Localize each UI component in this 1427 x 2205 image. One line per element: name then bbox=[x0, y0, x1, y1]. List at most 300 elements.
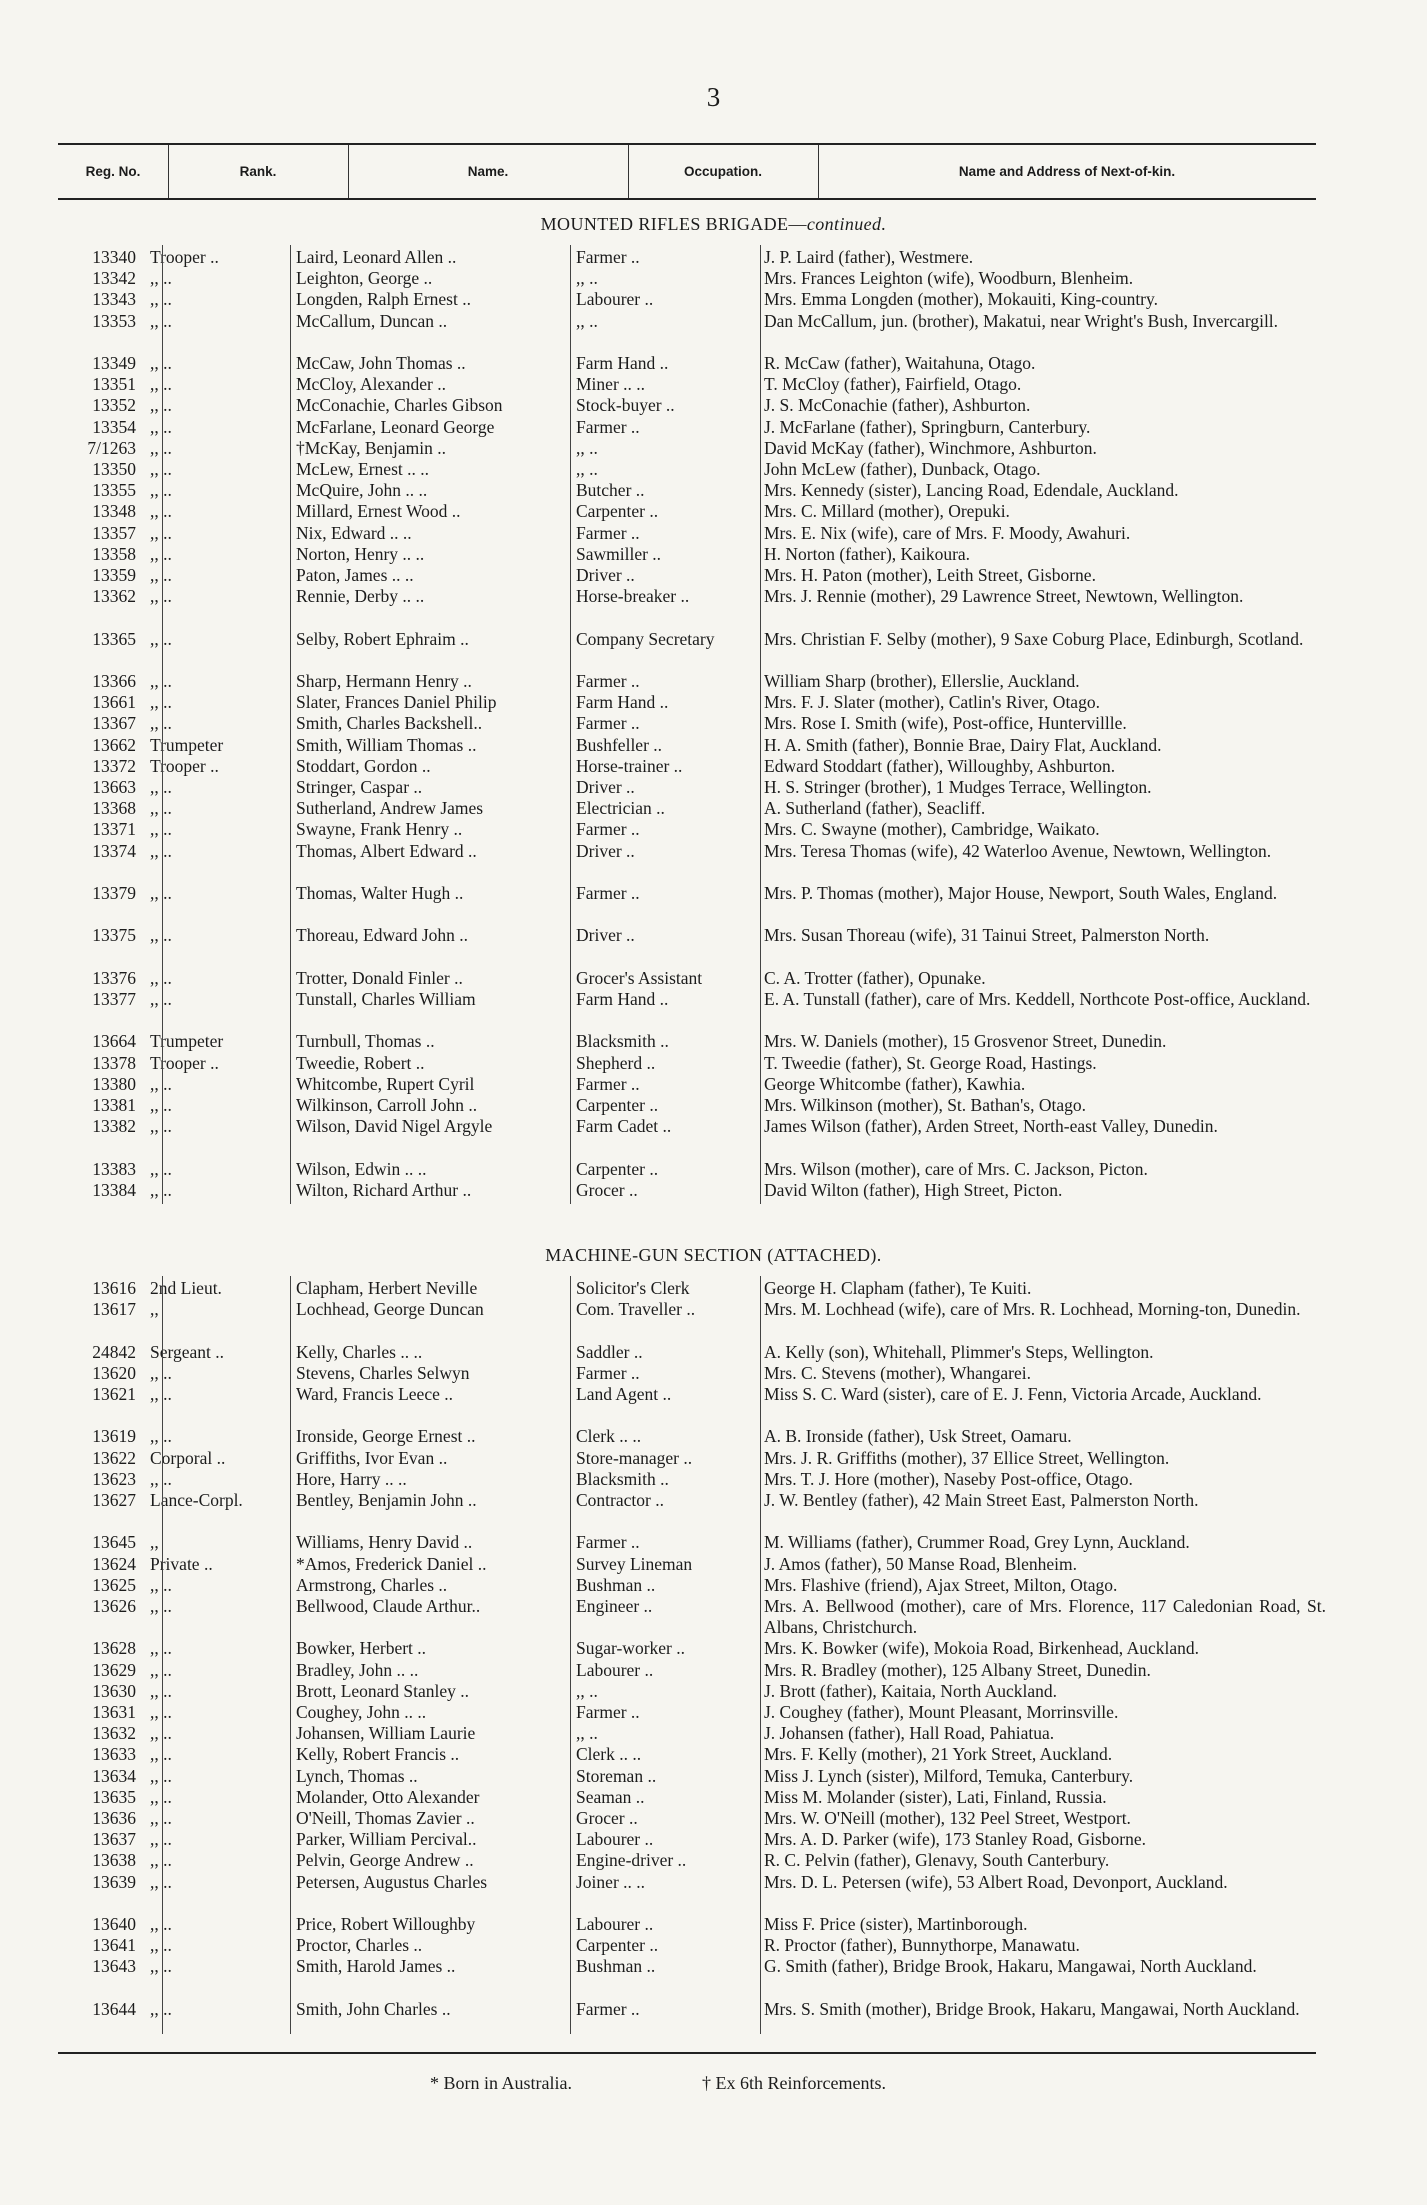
reg-no-cell: 13350 bbox=[92, 459, 136, 479]
name-cell: Sutherland, Andrew James bbox=[296, 798, 484, 819]
next-of-kin-cell: A. B. Ironside (father), Usk Street, Oamaru. bbox=[764, 1426, 1072, 1447]
occupation-cell: Farm Hand .. bbox=[576, 692, 669, 713]
reg-no-cell: 13641 bbox=[92, 1935, 136, 1956]
reg-no-cell: 13662 bbox=[92, 734, 136, 755]
name-cell: Thomas, Walter Hugh .. bbox=[296, 883, 464, 903]
reg-no-cell: 13630 bbox=[92, 1680, 136, 1701]
rank-cell: ,, .. bbox=[150, 1765, 172, 1786]
name-cell: Smith, Charles Backshell.. bbox=[296, 713, 483, 734]
next-of-kin-cell: C. A. Trotter (father), Opunake. bbox=[764, 967, 986, 988]
next-of-kin-cell: Mrs. Flashive (friend), Ajax Street, Milton, Otago. bbox=[764, 1574, 1118, 1595]
next-of-kin-cell: Mrs. D. L. Petersen (wife), 53 Albert Road, Devonport, Auckland. bbox=[764, 1871, 1228, 1892]
reg-no-cell: 13367 bbox=[92, 713, 136, 734]
reg-no-cell: 13372 bbox=[92, 755, 136, 776]
section-title-suffix: continued. bbox=[806, 214, 887, 234]
reg-no-cell: 13627 bbox=[92, 1490, 136, 1510]
name-cell: Williams, Henry David .. bbox=[296, 1532, 473, 1553]
occupation-cell: Sugar-worker .. bbox=[576, 1638, 685, 1659]
next-of-kin-cell: Mrs. R. Bradley (mother), 125 Albany Street, Dunedin. bbox=[764, 1659, 1151, 1680]
occupation-cell: Grocer's Assistant bbox=[576, 967, 703, 988]
occupation-cell: Farmer .. bbox=[576, 416, 640, 437]
name-cell: Millard, Ernest Wood .. bbox=[296, 501, 461, 522]
next-of-kin-cell: Mrs. Susan Thoreau (wife), 31 Tainui Street, Palmerston North. bbox=[764, 925, 1210, 946]
next-of-kin-cell: H. S. Stringer (brother), 1 Mudges Terrace, Wellington. bbox=[764, 777, 1152, 797]
reg-no-cell: 13365 bbox=[92, 628, 136, 649]
occupation-cell: Com. Traveller .. bbox=[576, 1299, 696, 1320]
next-of-kin-cell: David Wilton (father), High Street, Picton. bbox=[764, 1179, 1063, 1200]
reg-no-cell: 13624 bbox=[92, 1553, 136, 1574]
name-cell: Parker, William Percival.. bbox=[296, 1829, 477, 1850]
occupation-cell: Carpenter .. bbox=[576, 1095, 659, 1115]
next-of-kin-cell: James Wilson (father), Arden Street, North-east Valley, Dunedin. bbox=[764, 1116, 1218, 1137]
name-cell: Nix, Edward .. .. bbox=[296, 522, 412, 543]
name-cell: Leighton, George .. bbox=[296, 268, 433, 289]
next-of-kin-cell: T. McCloy (father), Fairfield, Otago. bbox=[764, 374, 1022, 395]
occupation-cell: Stock-buyer .. bbox=[576, 395, 675, 416]
occupation-cell: Joiner .. .. bbox=[576, 1871, 646, 1892]
name-cell: Wilton, Richard Arthur .. bbox=[296, 1179, 472, 1200]
reg-no-cell: 13376 bbox=[92, 967, 136, 988]
name-cell: Ward, Francis Leece .. bbox=[296, 1384, 453, 1404]
next-of-kin-cell: H. Norton (father), Kaikoura. bbox=[764, 543, 971, 564]
next-of-kin-cell: Mrs. H. Paton (mother), Leith Street, Gisborne. bbox=[764, 565, 1096, 585]
name-cell: Thoreau, Edward John .. bbox=[296, 925, 469, 946]
next-of-kin-cell: Mrs. Wilson (mother), care of Mrs. C. Jackson, Picton. bbox=[764, 1158, 1148, 1179]
rank-cell: ,, .. bbox=[150, 967, 172, 988]
name-cell: Rennie, Derby .. .. bbox=[296, 586, 425, 607]
name-cell: Wilson, David Nigel Argyle bbox=[296, 1116, 493, 1137]
next-of-kin-cell: Mrs. F. J. Slater (mother), Catlin's River, Otago. bbox=[764, 692, 1100, 713]
next-of-kin-cell: J. S. McConachie (father), Ashburton. bbox=[764, 395, 1031, 416]
occupation-cell: Horse-breaker .. bbox=[576, 586, 690, 607]
reg-no-cell: 13343 bbox=[92, 289, 136, 310]
next-of-kin-cell: Mrs. W. O'Neill (mother), 132 Peel Street, Westport. bbox=[764, 1808, 1131, 1828]
name-cell: Wilkinson, Carroll John .. bbox=[296, 1095, 478, 1115]
occupation-cell: Carpenter .. bbox=[576, 1158, 659, 1179]
rank-cell: ,, .. bbox=[150, 1998, 172, 2019]
name-cell: Longden, Ralph Ernest .. bbox=[296, 289, 471, 310]
bottom-rule bbox=[58, 2052, 1316, 2054]
name-cell: Kelly, Robert Francis .. bbox=[296, 1744, 460, 1765]
column-divider bbox=[162, 245, 163, 1204]
name-cell: Proctor, Charles .. bbox=[296, 1935, 423, 1956]
rank-cell: ,, .. bbox=[150, 1659, 172, 1680]
rank-cell: ,, .. bbox=[150, 1179, 172, 1200]
name-cell: Hore, Harry .. .. bbox=[296, 1468, 407, 1489]
rank-cell: ,, .. bbox=[150, 374, 172, 395]
next-of-kin-cell: George Whitcombe (father), Kawhia. bbox=[764, 1073, 1026, 1094]
reg-no-cell: 13637 bbox=[92, 1829, 136, 1850]
reg-no-cell: 13626 bbox=[92, 1596, 136, 1616]
next-of-kin-cell: Mrs. J. R. Griffiths (mother), 37 Ellice Street, Wellington. bbox=[764, 1447, 1170, 1468]
reg-no-cell: 13368 bbox=[92, 798, 136, 819]
occupation-cell: Seaman .. bbox=[576, 1786, 645, 1807]
reg-no-cell: 13384 bbox=[92, 1179, 136, 1200]
name-cell: Clapham, Herbert Neville bbox=[296, 1278, 478, 1298]
reg-no-cell: 13355 bbox=[92, 480, 136, 501]
name-cell: Bradley, John .. .. bbox=[296, 1659, 419, 1680]
rank-cell: ,, .. bbox=[150, 713, 172, 734]
occupation-cell: Farmer .. bbox=[576, 883, 640, 903]
name-cell: Selby, Robert Ephraim .. bbox=[296, 628, 469, 649]
table-header bbox=[58, 143, 1316, 200]
occupation-cell: ,, .. bbox=[576, 459, 598, 479]
column-divider bbox=[570, 1276, 571, 2034]
occupation-cell: ,, .. bbox=[576, 268, 598, 289]
name-cell: †McKay, Benjamin .. bbox=[296, 437, 447, 458]
header-rank: Rank. bbox=[168, 145, 349, 198]
rank-cell: ,, .. bbox=[150, 501, 172, 522]
occupation-cell: Grocer .. bbox=[576, 1808, 638, 1828]
occupation-cell: Farmer .. bbox=[576, 1998, 640, 2019]
next-of-kin-cell: J. Johansen (father), Hall Road, Pahiatua. bbox=[764, 1723, 1055, 1744]
next-of-kin-cell: J. Brott (father), Kaitaia, North Auckland. bbox=[764, 1680, 1058, 1701]
next-of-kin-cell: Mrs. Christian F. Selby (mother), 9 Saxe Coburg Place, Edinburgh, Scotland. bbox=[764, 628, 1304, 649]
next-of-kin-cell: Mrs. Emma Longden (mother), Mokauiti, King-country. bbox=[764, 289, 1158, 310]
name-cell: *Amos, Frederick Daniel .. bbox=[296, 1553, 487, 1574]
reg-no-cell: 13639 bbox=[92, 1871, 136, 1892]
next-of-kin-cell: E. A. Tunstall (father), care of Mrs. Keddell, Northcote Post-office, Auckland. bbox=[764, 989, 1311, 1009]
reg-no-cell: 13625 bbox=[92, 1574, 136, 1595]
rank-cell: Private .. bbox=[150, 1553, 213, 1574]
reg-no-cell: 13620 bbox=[92, 1362, 136, 1383]
next-of-kin-cell: Miss M. Molander (sister), Lati, Finland, Russia. bbox=[764, 1786, 1107, 1807]
reg-no-cell: 13645 bbox=[92, 1532, 136, 1553]
rank-cell: ,, .. bbox=[150, 925, 172, 946]
rank-cell: ,, .. bbox=[150, 1095, 172, 1115]
name-cell: Wilson, Edwin .. .. bbox=[296, 1158, 427, 1179]
next-of-kin-cell: J. W. Bentley (father), 42 Main Street East, Palmerston North. bbox=[764, 1490, 1199, 1510]
next-of-kin-cell: M. Williams (father), Crummer Road, Grey Lynn, Auckland. bbox=[764, 1532, 1190, 1553]
next-of-kin-cell: Mrs. P. Thomas (mother), Major House, Newport, South Wales, England. bbox=[764, 883, 1278, 903]
reg-no-cell: 13643 bbox=[92, 1956, 136, 1977]
rank-cell: ,, .. bbox=[150, 416, 172, 437]
reg-no-cell: 13644 bbox=[92, 1998, 136, 2019]
rank-cell: Corporal .. bbox=[150, 1447, 226, 1468]
occupation-cell: ,, .. bbox=[576, 1723, 598, 1744]
reg-no-cell: 13348 bbox=[92, 501, 136, 522]
column-divider bbox=[760, 245, 761, 1204]
rank-cell: ,, .. bbox=[150, 1073, 172, 1094]
occupation-cell: Farmer .. bbox=[576, 671, 640, 691]
name-cell: McLew, Ernest .. .. bbox=[296, 459, 429, 479]
occupation-cell: Clerk .. .. bbox=[576, 1744, 642, 1765]
rank-cell: ,, .. bbox=[150, 1384, 172, 1404]
reg-no-cell: 13632 bbox=[92, 1723, 136, 1744]
rank-cell: ,, .. bbox=[150, 1871, 172, 1892]
rank-cell: ,, .. bbox=[150, 819, 172, 840]
occupation-cell: Bushman .. bbox=[576, 1574, 656, 1595]
name-cell: Armstrong, Charles .. bbox=[296, 1574, 448, 1595]
occupation-cell: Farmer .. bbox=[576, 713, 640, 734]
reg-no-cell: 13622 bbox=[92, 1447, 136, 1468]
next-of-kin-cell: Mrs. C. Swayne (mother), Cambridge, Waikato. bbox=[764, 819, 1100, 840]
occupation-cell: Sawmiller .. bbox=[576, 543, 662, 564]
occupation-cell: Engine-driver .. bbox=[576, 1850, 687, 1871]
next-of-kin-cell: Mrs. W. Daniels (mother), 15 Grosvenor Street, Dunedin. bbox=[764, 1031, 1167, 1052]
name-cell: Kelly, Charles .. .. bbox=[296, 1341, 423, 1362]
next-of-kin-cell: Miss F. Price (sister), Martinborough. bbox=[764, 1914, 1028, 1934]
next-of-kin-cell: Mrs. Wilkinson (mother), St. Bathan's, Otago. bbox=[764, 1095, 1086, 1115]
reg-no-cell: 13340 bbox=[92, 247, 136, 267]
reg-no-cell: 13381 bbox=[92, 1095, 136, 1115]
occupation-cell: Farmer .. bbox=[576, 819, 640, 840]
rank-cell: ,, .. bbox=[150, 289, 172, 310]
name-cell: Stoddart, Gordon .. bbox=[296, 755, 431, 776]
next-of-kin-cell: Mrs. C. Stevens (mother), Whangarei. bbox=[764, 1362, 1031, 1383]
reg-no-cell: 13661 bbox=[92, 692, 136, 713]
reg-no-cell: 13374 bbox=[92, 840, 136, 861]
occupation-cell: Farmer .. bbox=[576, 522, 640, 543]
name-cell: Smith, Harold James .. bbox=[296, 1956, 456, 1977]
reg-no-cell: 13638 bbox=[92, 1850, 136, 1871]
column-divider bbox=[290, 245, 291, 1204]
reg-no-cell: 13371 bbox=[92, 819, 136, 840]
occupation-cell: Horse-trainer .. bbox=[576, 755, 683, 776]
next-of-kin-cell: J. McFarlane (father), Springburn, Canterbury. bbox=[764, 416, 1091, 437]
rank-cell: ,, .. bbox=[150, 840, 172, 861]
rank-cell: ,, .. bbox=[150, 1158, 172, 1179]
reg-no-cell: 13380 bbox=[92, 1073, 136, 1094]
next-of-kin-cell: Miss J. Lynch (sister), Milford, Temuka, Canterbury. bbox=[764, 1765, 1134, 1786]
rank-cell: ,, .. bbox=[150, 522, 172, 543]
next-of-kin-cell: J. P. Laird (father), Westmere. bbox=[764, 247, 974, 267]
occupation-cell: Store-manager .. bbox=[576, 1447, 693, 1468]
occupation-cell: Shepherd .. bbox=[576, 1052, 656, 1073]
name-cell: Lochhead, George Duncan bbox=[296, 1299, 484, 1320]
rank-cell: ,, .. bbox=[150, 310, 172, 331]
occupation-cell: Driver .. bbox=[576, 777, 635, 797]
occupation-cell: Labourer .. bbox=[576, 1914, 654, 1934]
next-of-kin-cell: Mrs. K. Bowker (wife), Mokoia Road, Birkenhead, Auckland. bbox=[764, 1638, 1199, 1659]
occupation-cell: ,, .. bbox=[576, 310, 598, 331]
name-cell: Stevens, Charles Selwyn bbox=[296, 1362, 470, 1383]
name-cell: McCallum, Duncan .. bbox=[296, 310, 448, 331]
occupation-cell: Grocer .. bbox=[576, 1179, 638, 1200]
occupation-cell: Survey Lineman bbox=[576, 1553, 693, 1574]
next-of-kin-cell: H. A. Smith (father), Bonnie Brae, Dairy Flat, Auckland. bbox=[764, 734, 1162, 755]
name-cell: Trotter, Donald Finler .. bbox=[296, 967, 463, 988]
next-of-kin-cell: J. Coughey (father), Mount Pleasant, Morrinsville. bbox=[764, 1702, 1119, 1722]
reg-no-cell: 13623 bbox=[92, 1468, 136, 1489]
rank-cell: ,, .. bbox=[150, 883, 172, 903]
name-cell: Tweedie, Robert .. bbox=[296, 1052, 425, 1073]
rank-cell: ,, .. bbox=[150, 459, 172, 479]
next-of-kin-cell: Mrs. Frances Leighton (wife), Woodburn, Blenheim. bbox=[764, 268, 1134, 289]
next-of-kin-cell: T. Tweedie (father), St. George Road, Hastings. bbox=[764, 1052, 1097, 1073]
rank-cell: ,, .. bbox=[150, 628, 172, 649]
column-divider bbox=[290, 1276, 291, 2034]
name-cell: Paton, James .. .. bbox=[296, 565, 414, 585]
rank-cell: ,, .. bbox=[150, 1426, 172, 1447]
reg-no-cell: 13629 bbox=[92, 1659, 136, 1680]
occupation-cell: Contractor .. bbox=[576, 1490, 664, 1510]
rank-cell: ,, .. bbox=[150, 268, 172, 289]
rank-cell: ,, .. bbox=[150, 1786, 172, 1807]
rank-cell: Trumpeter bbox=[150, 1031, 224, 1052]
occupation-cell: ,, .. bbox=[576, 1680, 598, 1701]
rank-cell: ,, .. bbox=[150, 1850, 172, 1871]
next-of-kin-cell: Mrs. J. Rennie (mother), 29 Lawrence Street, Newtown, Wellington. bbox=[764, 586, 1244, 607]
rank-cell: ,, .. bbox=[150, 565, 172, 585]
reg-no-cell: 13628 bbox=[92, 1638, 136, 1659]
rank-cell: ,, .. bbox=[150, 1914, 172, 1934]
rank-cell: ,, .. bbox=[150, 1829, 172, 1850]
name-cell: Lynch, Thomas .. bbox=[296, 1765, 418, 1786]
occupation-cell: Land Agent .. bbox=[576, 1384, 672, 1404]
occupation-cell: Blacksmith .. bbox=[576, 1468, 669, 1489]
name-cell: Johansen, William Laurie bbox=[296, 1723, 476, 1744]
rank-cell: 2nd Lieut. bbox=[150, 1278, 222, 1298]
reg-no-cell: 13352 bbox=[92, 395, 136, 416]
rank-cell: ,, .. bbox=[150, 798, 172, 819]
reg-no-cell: 13349 bbox=[92, 353, 136, 373]
occupation-cell: Solicitor's Clerk bbox=[576, 1278, 690, 1298]
occupation-cell: Farmer .. bbox=[576, 1073, 640, 1094]
rank-cell: ,, .. bbox=[150, 777, 172, 797]
next-of-kin-cell: R. Proctor (father), Bunnythorpe, Manawatu. bbox=[764, 1935, 1080, 1956]
rank-cell: ,, .. bbox=[150, 1723, 172, 1744]
rank-cell: ,, .. bbox=[150, 692, 172, 713]
next-of-kin-cell: Miss S. C. Ward (sister), care of E. J. Fenn, Victoria Arcade, Auckland. bbox=[764, 1384, 1262, 1404]
page-number: 3 bbox=[706, 82, 721, 112]
next-of-kin-cell: Mrs. A. D. Parker (wife), 173 Stanley Road, Gisborne. bbox=[764, 1829, 1147, 1850]
occupation-cell: Farm Hand .. bbox=[576, 353, 669, 373]
reg-no-cell: 13631 bbox=[92, 1702, 136, 1722]
rank-cell: ,, .. bbox=[150, 353, 172, 373]
name-cell: O'Neill, Thomas Zavier .. bbox=[296, 1808, 475, 1828]
occupation-cell: Farm Hand .. bbox=[576, 989, 669, 1009]
name-cell: Coughey, John .. .. bbox=[296, 1702, 427, 1722]
name-cell: Ironside, George Ernest .. bbox=[296, 1426, 476, 1447]
next-of-kin-cell: A. Kelly (son), Whitehall, Plimmer's Steps, Wellington. bbox=[764, 1341, 1154, 1362]
rank-cell: ,, .. bbox=[150, 1956, 172, 1977]
occupation-cell: Labourer .. bbox=[576, 1659, 654, 1680]
reg-no-cell: 13366 bbox=[92, 671, 136, 691]
occupation-cell: Driver .. bbox=[576, 565, 635, 585]
name-cell: Stringer, Caspar .. bbox=[296, 777, 423, 797]
reg-no-cell: 13633 bbox=[92, 1744, 136, 1765]
occupation-cell: Carpenter .. bbox=[576, 501, 659, 522]
reg-no-cell: 13664 bbox=[92, 1031, 136, 1052]
occupation-cell: Bushfeller .. bbox=[576, 734, 663, 755]
rank-cell: ,, .. bbox=[150, 395, 172, 416]
section-title-text: MOUNTED RIFLES BRIGADE— bbox=[540, 214, 807, 234]
reg-no-cell: 13636 bbox=[92, 1808, 136, 1828]
name-cell: Sharp, Hermann Henry .. bbox=[296, 671, 472, 691]
rank-cell: ,, bbox=[150, 1532, 159, 1553]
reg-no-cell: 13640 bbox=[92, 1914, 136, 1934]
next-of-kin-cell: Mrs. A. Bellwood (mother), care of Mrs. Florence, 117 Caledonian Road, St. Albans, Christchurch. bbox=[764, 1596, 1326, 1637]
rank-cell: ,, .. bbox=[150, 1680, 172, 1701]
rank-cell: Trooper .. bbox=[150, 755, 219, 776]
header-occupation: Occupation. bbox=[628, 145, 819, 198]
occupation-cell: Engineer .. bbox=[576, 1596, 653, 1616]
rank-cell: ,, .. bbox=[150, 1116, 172, 1137]
next-of-kin-cell: Mrs. F. Kelly (mother), 21 York Street, Auckland. bbox=[764, 1744, 1113, 1765]
next-of-kin-cell: George H. Clapham (father), Te Kuiti. bbox=[764, 1278, 1032, 1298]
name-cell: Petersen, Augustus Charles bbox=[296, 1871, 488, 1892]
name-cell: Turnbull, Thomas .. bbox=[296, 1031, 435, 1052]
header-next-of-kin: Name and Address of Next-of-kin. bbox=[958, 164, 1176, 179]
reg-no-cell: 13342 bbox=[92, 268, 136, 289]
next-of-kin-cell: R. McCaw (father), Waitahuna, Otago. bbox=[764, 353, 1036, 373]
rank-cell: ,, .. bbox=[150, 1574, 172, 1595]
reg-no-cell: 13635 bbox=[92, 1786, 136, 1807]
reg-no-cell: 13379 bbox=[92, 883, 136, 903]
reg-no-cell: 13375 bbox=[92, 925, 136, 946]
next-of-kin-cell: David McKay (father), Winchmore, Ashburton. bbox=[764, 437, 1097, 458]
rank-cell: ,, .. bbox=[150, 1935, 172, 1956]
column-divider bbox=[570, 245, 571, 1204]
name-cell: Swayne, Frank Henry .. bbox=[296, 819, 463, 840]
next-of-kin-cell: Mrs. S. Smith (mother), Bridge Brook, Hakaru, Mangawai, North Auckland. bbox=[764, 1998, 1300, 2019]
reg-no-cell: 13378 bbox=[92, 1052, 136, 1073]
reg-no-cell: 7/1263 bbox=[87, 437, 136, 458]
name-cell: McCaw, John Thomas .. bbox=[296, 353, 466, 373]
rank-cell: Trumpeter bbox=[150, 734, 224, 755]
reg-no-cell: 13362 bbox=[92, 586, 136, 607]
header-reg-no: Reg. No. bbox=[58, 145, 169, 198]
name-cell: Bellwood, Claude Arthur.. bbox=[296, 1596, 481, 1616]
reg-no-cell: 24842 bbox=[92, 1341, 136, 1362]
reg-no-cell: 13382 bbox=[92, 1116, 136, 1137]
occupation-cell: Butcher .. bbox=[576, 480, 645, 501]
next-of-kin-cell: Mrs. E. Nix (wife), care of Mrs. F. Moody, Awahuri. bbox=[764, 522, 1131, 543]
next-of-kin-cell: Edward Stoddart (father), Willoughby, Ashburton. bbox=[764, 755, 1116, 776]
occupation-cell: Labourer .. bbox=[576, 1829, 654, 1850]
occupation-cell: Blacksmith .. bbox=[576, 1031, 669, 1052]
reg-no-cell: 13351 bbox=[92, 374, 136, 395]
reg-no-cell: 13617 bbox=[92, 1299, 136, 1320]
rank-cell: ,, .. bbox=[150, 1702, 172, 1722]
section-title-machine-gun bbox=[0, 1245, 1427, 1266]
reg-no-cell: 13359 bbox=[92, 565, 136, 585]
next-of-kin-cell: Mrs. C. Millard (mother), Orepuki. bbox=[764, 501, 1010, 522]
name-cell: Norton, Henry .. .. bbox=[296, 543, 425, 564]
footnote-ex-6th-reinforcements: † Ex 6th Reinforcements. bbox=[702, 2073, 886, 2093]
next-of-kin-cell: Mrs. Rose I. Smith (wife), Post-office, Huntervillle. bbox=[764, 713, 1127, 734]
column-divider bbox=[162, 1276, 163, 2034]
column-divider bbox=[760, 1276, 761, 2034]
next-of-kin-cell: Mrs. Kennedy (sister), Lancing Road, Edendale, Auckland. bbox=[764, 480, 1179, 501]
rank-cell: ,, .. bbox=[150, 480, 172, 501]
reg-no-cell: 13616 bbox=[92, 1278, 136, 1298]
name-cell: Thomas, Albert Edward .. bbox=[296, 840, 477, 861]
name-cell: Pelvin, George Andrew .. bbox=[296, 1850, 474, 1871]
reg-no-cell: 13358 bbox=[92, 543, 136, 564]
name-cell: McQuire, John .. .. bbox=[296, 480, 428, 501]
rank-cell: ,, .. bbox=[150, 1362, 172, 1383]
name-cell: McFarlane, Leonard George bbox=[296, 416, 495, 437]
reg-no-cell: 13354 bbox=[92, 416, 136, 437]
next-of-kin-cell: R. C. Pelvin (father), Glenavy, South Canterbury. bbox=[764, 1850, 1110, 1871]
rank-cell: Trooper .. bbox=[150, 1052, 219, 1073]
rank-cell: ,, .. bbox=[150, 437, 172, 458]
reg-no-cell: 13383 bbox=[92, 1158, 136, 1179]
reg-no-cell: 13353 bbox=[92, 310, 136, 331]
rank-cell: ,, .. bbox=[150, 671, 172, 691]
name-cell: Brott, Leonard Stanley .. bbox=[296, 1680, 470, 1701]
occupation-cell: Bushman .. bbox=[576, 1956, 656, 1977]
occupation-cell: Labourer .. bbox=[576, 289, 654, 310]
section-title-text: MACHINE-GUN SECTION (ATTACHED). bbox=[545, 1245, 882, 1265]
reg-no-cell: 13663 bbox=[92, 777, 136, 797]
rank-cell: ,, bbox=[150, 1299, 159, 1320]
name-cell: McCloy, Alexander .. bbox=[296, 374, 447, 395]
name-cell: Laird, Leonard Allen .. bbox=[296, 247, 457, 267]
next-of-kin-cell: Mrs. M. Lochhead (wife), care of Mrs. R. Lochhead, Morning-ton, Dunedin. bbox=[764, 1299, 1301, 1320]
